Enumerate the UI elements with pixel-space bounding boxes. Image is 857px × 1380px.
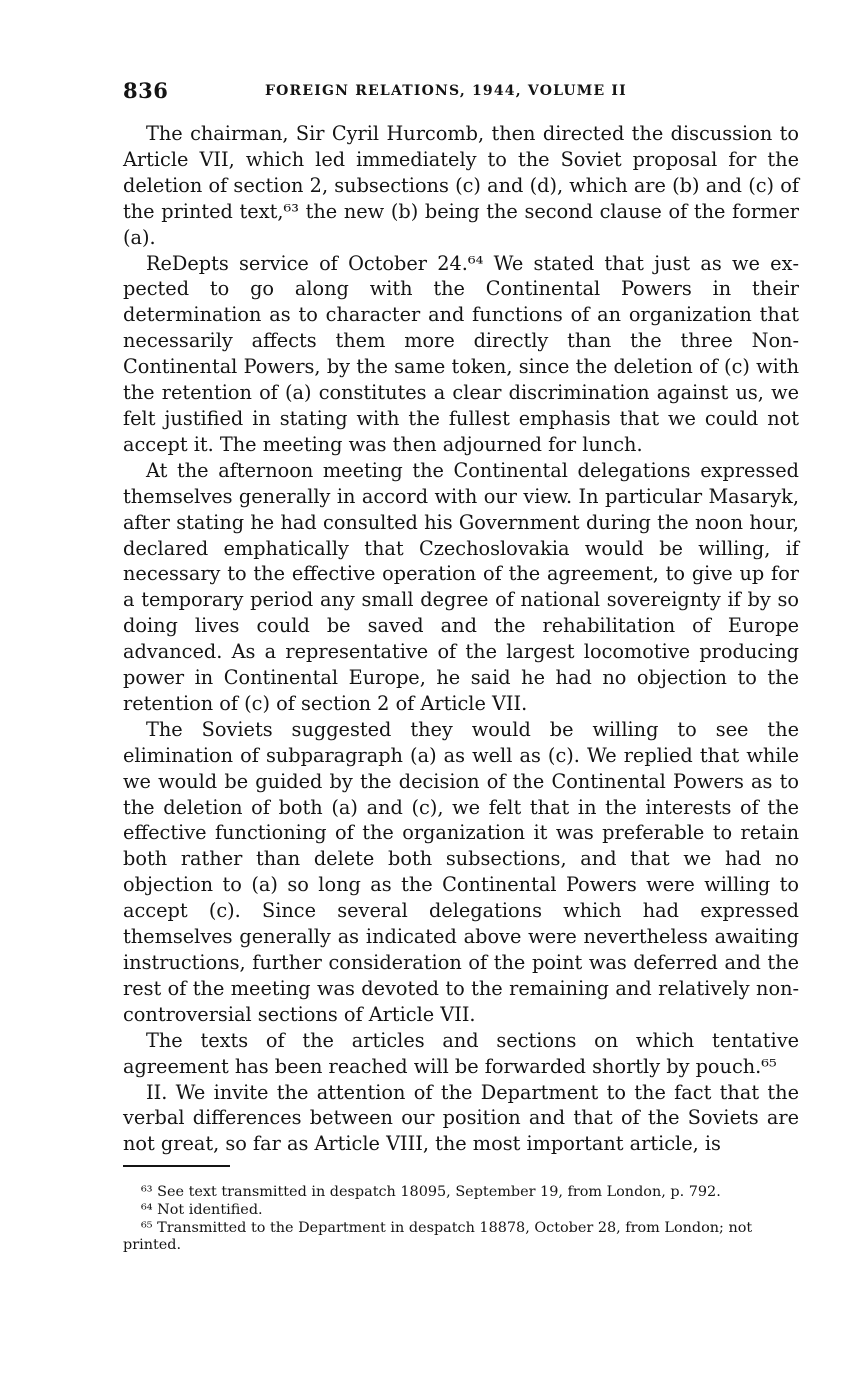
page-header	[123, 78, 763, 106]
paragraph-soviet-suggestion: The Soviets suggested they would be willing to see the elimination of subparagraph (a) as well as (c). We replied that while we would be guided by the decision of the Continental Powers as to the deletion of both (a) and (c), we felt that in the interests of the effective functioning of the organization it was preferable to retain both rather than delete both subsections, and that we had no objection to (a) so long as the Continental Powers were willing to accept (c). Since several delegations which had expressed themselves generally as indicated above were nevertheless awaiting instructions, further consideration of the point was deferred and the rest of the meeting was devoted to the remaining and relatively non-controversial sections of Article VII.	[123, 717, 799, 1026]
paragraph-afternoon-meeting: At the afternoon meeting the Continental delegations expressed themselves generally in accord with our view. In particular Masaryk, after stating he had consulted his Government during the noon hour, declared emphatically that Czechoslovakia would be willing, if necessary to the effective operation of the agreement, to give up for a temporary period any small degree of national sovereignty if by so doing lives could be saved and the rehabilitation of Europe advanced. As a representative of the largest locomotive producing power in Continental Europe, he said he had no objection to the retention of (c) of section 2 of Article VII.	[123, 458, 799, 715]
footnote-rule	[123, 1165, 230, 1167]
footnote-63: ⁶³ See text transmitted in despatch 18095, September 19, from London, p. 792.	[141, 1184, 721, 1200]
body-text	[123, 121, 799, 1157]
running-title: FOREIGN RELATIONS, 1944, VOLUME II	[265, 83, 627, 99]
paragraph-redepts-service: ReDepts service of October 24.⁶⁴ We stated that just as we expected to go along with the Continental Powers in their determination as to character and functions of an organization that necessarily affects them more directly than the three Non-Continental Powers, by the same token, since the deletion of (c) with the retention of (a) constitutes a clear discrimination against us, we felt justified in stating with the fullest emphasis that we could not accept it. The meeting was then adjourned for lunch.	[123, 251, 799, 456]
page-number: 836	[123, 78, 169, 103]
paragraph-texts-forwarded: The texts of the articles and sections on which tentative agreement has been reached will be forwarded shortly by pouch.⁶⁵	[123, 1028, 799, 1078]
paragraph-article-vii-discussion: The chairman, Sir Cyril Hurcomb, then directed the discussion to Article VII, which led immediately to the Soviet proposal for the deletion of section 2, subsections (c) and (d), which are (b) and (c) of the printed text,⁶³ the new (b) being the second clause of the former (a).	[123, 122, 799, 249]
footnote-65: ⁶⁵ Transmitted to the Department in despatch 18878, October 28, from London; not printed.	[123, 1219, 753, 1254]
footnotes	[123, 1184, 799, 1255]
paragraph-section-ii: II. We invite the attention of the Department to the fact that the verbal differences between our position and that of the Soviets are not great, so far as Article VIII, the most important article, is	[123, 1080, 799, 1156]
footnote-64: ⁶⁴ Not identified.	[141, 1201, 263, 1218]
